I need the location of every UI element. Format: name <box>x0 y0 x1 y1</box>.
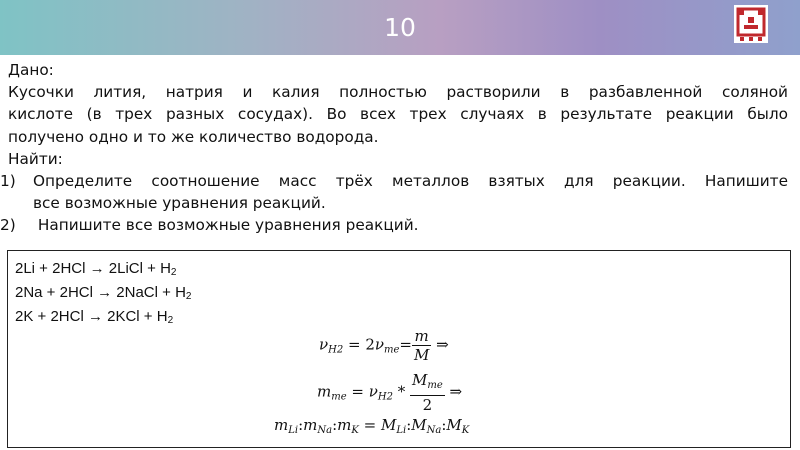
task-item <box>0 214 788 236</box>
reaction-equation: 2Na + 2HCl → 2NaCl + $H_2$ <box>15 284 192 302</box>
task-line: все возможные уравнения реакций. <box>33 194 326 213</box>
reaction-equation: $2K + 2HCl \to 2KCl + H_2$ <box>15 308 174 326</box>
given-label: Дано: <box>8 61 54 79</box>
formula-mass-ratio: $m_{Li}:m_{Na}:m_K$ = $M_{Li}:M_{Na}:M_K$ <box>274 416 470 436</box>
given-line: кислоте (в трех разных сосудах). Во всех трех случаях в результате реакции было <box>8 105 788 124</box>
arrow-icon: → <box>97 284 113 301</box>
given-line: Кусочки лития, натрия и калия полностью растворили в разбавленной соляной <box>8 83 788 102</box>
task-item <box>0 170 788 214</box>
given-line: получено одно и то же количество водорода. <box>8 127 379 146</box>
task-line: Определите соотношение масс трёх металлов взятых для реакции. Напишите <box>33 172 788 191</box>
slide-number: 10 <box>384 13 416 42</box>
task-number: 1) <box>0 172 16 191</box>
task-number: 2) <box>0 216 16 235</box>
arrow-icon: → <box>87 308 103 325</box>
formula-moles: $\nu_{H2} = 2\nu_{me}=$ $\frac{m}{M}$ ⇒ <box>319 327 449 364</box>
arrow-icon: → <box>89 260 105 277</box>
castle-logo-icon <box>734 5 768 43</box>
slide-header <box>0 0 800 55</box>
find-label: Найти: <box>8 149 63 168</box>
reaction-equation: 2Li + 2HCl → 2LiCl + $H_2$ <box>15 260 177 278</box>
problem-statement <box>0 59 788 237</box>
formula-mass: $m_{me} = \nu_{H2}$ * $\frac{M_{me}}{2}$ ⇒ <box>317 371 463 414</box>
task-line: Напишите все возможные уравнения реакций. <box>33 216 419 235</box>
solution-box <box>7 250 791 448</box>
